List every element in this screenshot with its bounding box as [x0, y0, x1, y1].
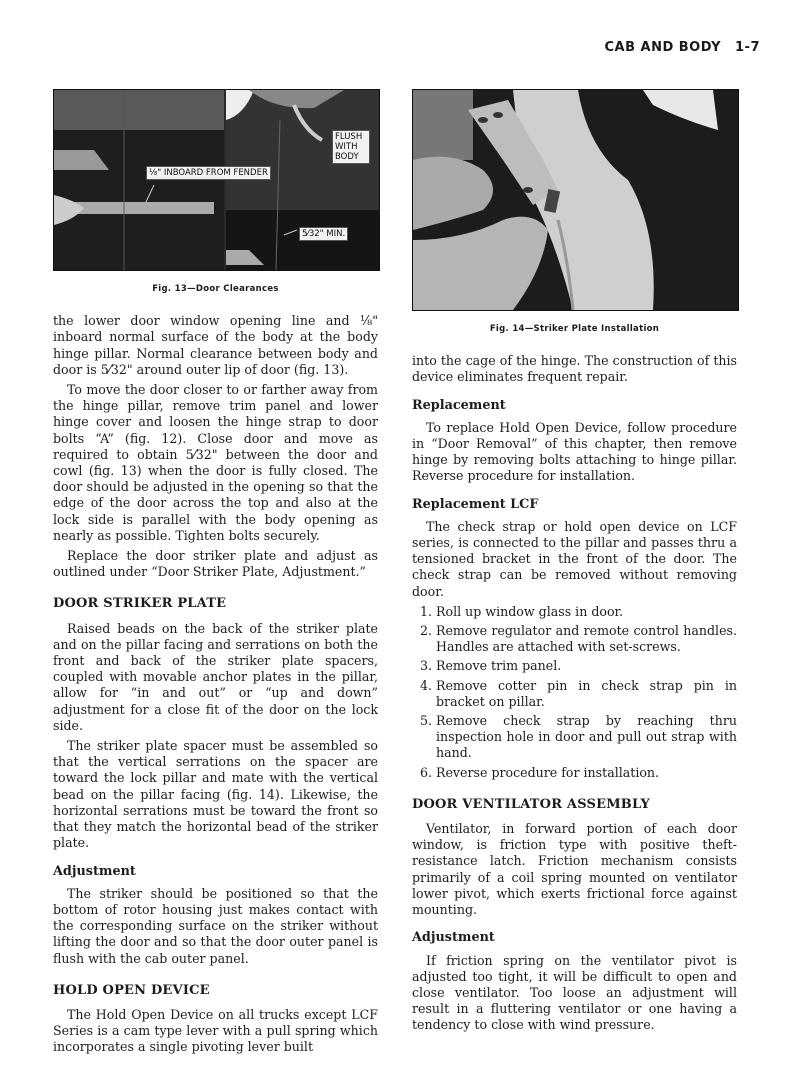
paragraph: The Hold Open Device on all trucks except LCF Series is a cam type lever with a pull spring which incorporates a single pivoting lever built: [53, 1006, 378, 1055]
paragraph: Ventilator, in forward portion of each door window, is friction type with positive theft-resistance latch. Friction mechanism consists primarily of a coil spring mounted on ventilator lower pivot, which exerts frictional force against mounting.: [412, 821, 737, 918]
callout-flush: FLUSH WITH BODY: [332, 130, 370, 164]
paragraph: The striker plate spacer must be assembled so that the vertical serrations on the spacer are toward the lock pillar and mate with the vertical bead on the pillar facing (fig. 14). Likewise, the horizontal serrations must be toward the front so that they match the horizontal bead of the striker plate.: [53, 738, 378, 851]
paragraph: To move the door closer to or farther away from the hinge pillar, remove trim panel and lower hinge cover and loosen the hinge strap to door bolts “A” (fig. 12). Close door and move as required to obtain 5⁄32" between the door and cowl (fig. 13) when the door is fully closed. The door should be adjusted in the opening so that the edge of the door across the top and also at the lock side is parallel with the body opening as nearly as possible. Tighten bolts securely.: [53, 382, 378, 543]
step: 3. Remove trim panel.: [436, 658, 737, 674]
step: 4. Remove cotter pin in check strap pin in bracket on pillar.: [436, 678, 737, 710]
paragraph: If friction spring on the ventilator pivot is adjusted too tight, it will be difficult to open and close ventilator. Too loose an adjustment will result in a fluttering ventilator or one having a tendency to close with wind pressure.: [412, 952, 737, 1033]
figure-13-door-clearances: [53, 89, 380, 271]
callout-min: 5⁄32" MIN.: [299, 227, 348, 241]
left-column: [53, 89, 378, 1060]
callout-inboard: ⅛" INBOARD FROM FENDER: [146, 166, 271, 180]
heading-door-ventilator-assembly: DOOR VENTILATOR ASSEMBLY: [412, 796, 650, 812]
section-title: CAB AND BODY: [604, 40, 721, 55]
figure-14-striker-plate-installation: [412, 89, 739, 311]
heading-replacement: Replacement: [412, 397, 506, 413]
page-header: [560, 40, 760, 55]
heading-door-striker-plate: DOOR STRIKER PLATE: [53, 596, 227, 612]
paragraph: The check strap or hold open device on LCF series, is connected to the pillar and passes thru a tensioned bracket in the front of the door. The check strap can be removed without removing door.: [412, 518, 737, 599]
paragraph: The striker should be positioned so that the bottom of rotor housing just makes contact with the corresponding surface on the striker without lifting the door and so that the door outer panel is flush with the cab outer panel.: [53, 885, 378, 966]
step: 5. Remove check strap by reaching thru inspection hole in door and pull out strap with hand.: [436, 713, 737, 762]
heading-hold-open-device: HOLD OPEN DEVICE: [53, 982, 210, 998]
door-clearances-photo: [54, 90, 379, 270]
heading-replacement-lcf: Replacement LCF: [412, 496, 539, 512]
paragraph: Replace the door striker plate and adjust as outlined under “Door Striker Plate, Adjustment.”: [53, 548, 378, 580]
paragraph: Raised beads on the back of the striker plate and on the pillar facing and serrations on both the front and back of the striker plate spacers, coupled with movable anchor plates in the pillar, allow for “in and out” or “up and down” adjustment for a close fit of the door on the lock side.: [53, 620, 378, 733]
step: 1. Roll up window glass in door.: [436, 604, 737, 620]
replacement-steps: [412, 604, 737, 781]
page-number: 1-7: [735, 40, 760, 55]
heading-adjustment: Adjustment: [412, 930, 495, 946]
paragraph: To replace Hold Open Device, follow procedure in “Door Removal” of this chapter, then remove hinge by removing bolts attaching to hinge pillar. Reverse procedure for installation.: [412, 419, 737, 484]
paragraph: the lower door window opening line and ⅛" inboard normal surface of the body at the body hinge pillar. Normal clearance between body and door is 5⁄32" around outer lip of door (fig. 13).: [53, 313, 378, 377]
step: 6. Reverse procedure for installation.: [436, 765, 737, 781]
striker-plate-photo: [413, 90, 738, 310]
figure-13-caption: Fig. 13—Door Clearances: [152, 284, 279, 294]
heading-adjustment: Adjustment: [53, 863, 136, 879]
right-column: [412, 89, 737, 1038]
paragraph: into the cage of the hinge. The construction of this device eliminates frequent repair.: [412, 353, 737, 385]
figure-14-caption: Fig. 14—Striker Plate Installation: [489, 324, 660, 334]
step: 2. Remove regulator and remote control handles. Handles are attached with set-screws.: [436, 623, 737, 655]
